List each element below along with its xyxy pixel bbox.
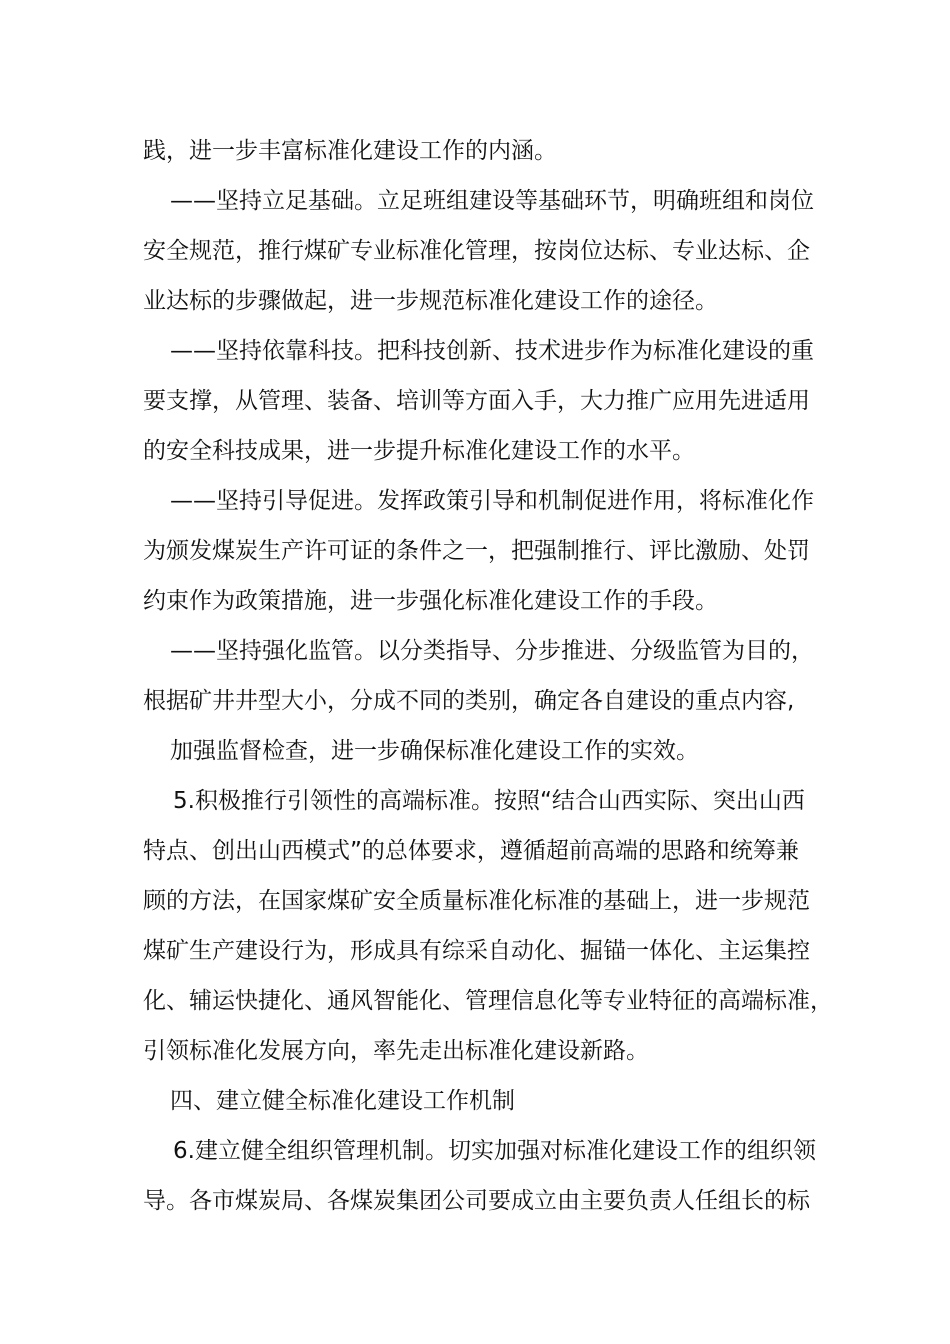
text-line: 业达标的步骤做起，进一步规范标准化建设工作的途径。 (143, 288, 718, 314)
text-line: 为颁发煤炭生产许可证的条件之一，把强制推行、评比激励、处罚 (143, 538, 810, 564)
text-line: 6.建立健全组织管理机制。切实加强对标准化建设工作的组织领 (173, 1138, 816, 1164)
text-line: 践，进一步丰富标准化建设工作的内涵。 (143, 138, 557, 164)
text-line: 化、辅运快捷化、通风智能化、管理信息化等专业特征的高端标准， (143, 988, 833, 1014)
text-line: ——坚持强化监管。以分类指导、分步推进、分级监管为目的， (170, 638, 814, 664)
text-line: 煤矿生产建设行为，形成具有综采自动化、掘锚一体化、主运集控 (143, 938, 810, 964)
text-line: 引领标准化发展方向，率先走出标准化建设新路。 (143, 1038, 649, 1064)
text-line: 约束作为政策措施，进一步强化标准化建设工作的手段。 (143, 588, 718, 614)
text-line: ——坚持引导促进。发挥政策引导和机制促进作用，将标准化作 (170, 488, 814, 514)
text-line: ——坚持立足基础。立足班组建设等基础环节，明确班组和岗位 (170, 188, 814, 214)
text-line: 顾的方法，在国家煤矿安全质量标准化标准的基础上，进一步规范 (143, 888, 810, 914)
section-heading: 四、建立健全标准化建设工作机制 (170, 1088, 515, 1114)
text-line: 安全规范，推行煤矿专业标准化管理，按岗位达标、专业达标、企 (143, 238, 810, 264)
text-line: 导。各市煤炭局、各煤炭集团公司要成立由主要负责人任组长的标 (143, 1188, 810, 1214)
text-line: ——坚持依靠科技。把科技创新、技术进步作为标准化建设的重 (170, 338, 814, 364)
text-line: 的安全科技成果，进一步提升标准化建设工作的水平。 (143, 438, 695, 464)
text-line: 加强监督检查，进一步确保标准化建设工作的实效。 (170, 738, 699, 764)
text-line: 要支撑，从管理、装备、培训等方面入手，大力推广应用先进适用 (143, 388, 810, 414)
text-line: 根据矿井井型大小，分成不同的类别，确定各自建设的重点内容, (143, 688, 795, 714)
text-line: 特点、创出山西模式”的总体要求，遵循超前高端的思路和统筹兼 (143, 838, 799, 864)
text-line: 5.积极推行引领性的高端标准。按照“结合山西实际、突出山西 (173, 788, 805, 814)
